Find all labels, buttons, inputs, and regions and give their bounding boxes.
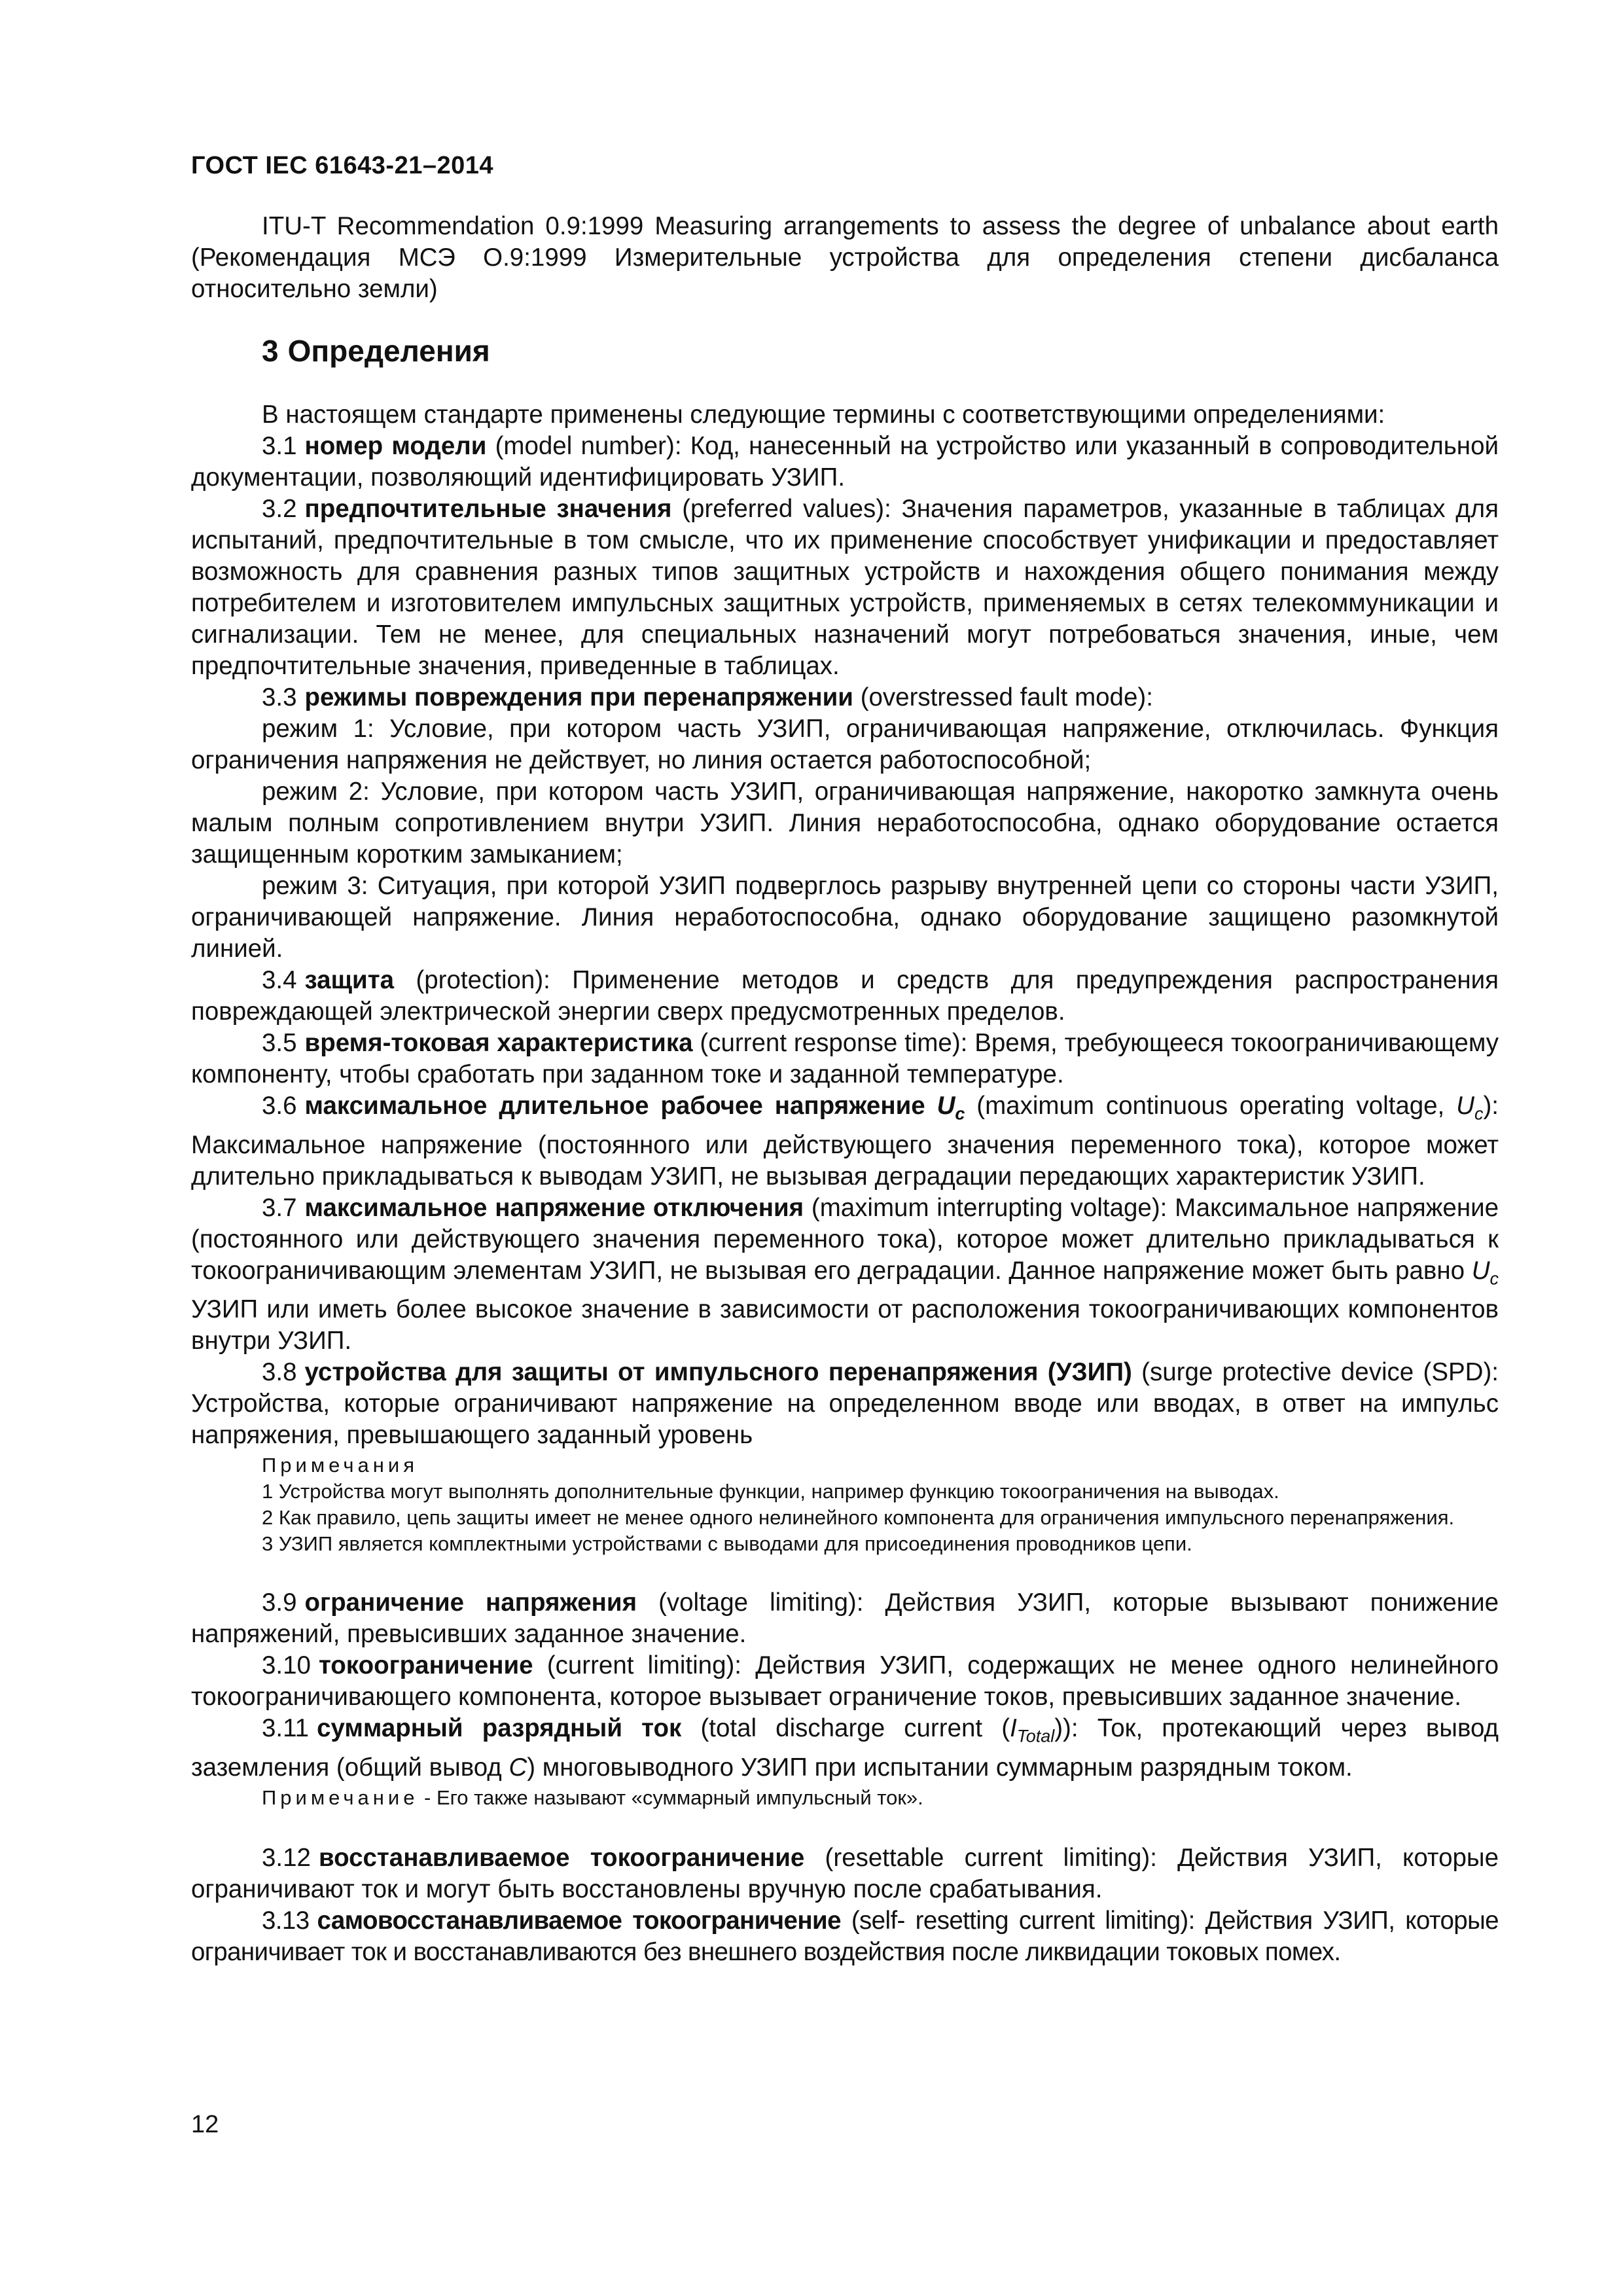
fault-mode-2: режим 2: Условие, при котором часть УЗИП, ограничивающая напряжение, накоротко замкнута очень малым полным сопротивлением внутри УЗИП. Линия неработоспособна, однако оборудование остается защищенным коротким замыканием;	[191, 778, 1499, 869]
definition-3-1: 3.1 номер модели (model number): Код, нанесенный на устройство или указанный в сопроводительной документации, позволяющий идентифицировать УЗИП.	[191, 432, 1499, 492]
page-content	[191, 211, 1499, 1968]
fault-mode-3: режим 3: Ситуация, при которой УЗИП подверглось разрыву внутренней цепи со стороны части УЗИП, ограничивающей напряжение. Линия неработоспособна, однако оборудование защищено разомкнутой линией.	[191, 872, 1499, 963]
notes-heading: Примечания	[262, 1454, 418, 1477]
term: токоограничение	[318, 1651, 533, 1680]
document-header: ГОСТ IEC 61643-21–2014	[191, 152, 494, 179]
term: устройства для защиты от импульсного перенапряжения (УЗИП)	[304, 1358, 1132, 1387]
term: максимальное длительное рабочее напряжение	[304, 1092, 925, 1120]
note-3-11: Примечание - Его также называют «суммарный импульсный ток».	[262, 1786, 923, 1810]
definition-3-8: 3.8 устройства для защиты от импульсного перенапряжения (УЗИП) (surge protective device (SPD): Устройства, которые ограничивают напряжение на определенном вводе или вводах, в ответ на импульс напряжения, превышающего заданный уровень	[191, 1358, 1499, 1450]
section-heading	[262, 331, 1499, 370]
notes-block	[191, 1452, 1499, 1557]
term: восстанавливаемое токоограничение	[318, 1844, 805, 1873]
definition-3-6: 3.6 максимальное длительное рабочее напряжение $U_c$ (maximum continuous operating voltage, $U_c$): Максимальное напряжение (постоянного или действующего значения переменного тока), которое может длительно прикладываться к выводам УЗИП, не вызывая деградации передающих характеристик УЗИП.	[191, 1092, 1499, 1191]
term: режимы повреждения при перенапряжении	[304, 683, 853, 711]
section-intro: В настоящем стандарте применены следующие термины с соответствующими определениями:	[262, 401, 1385, 429]
term: номер модели	[304, 432, 487, 460]
definition-3-12: 3.12 восстанавливаемое токоограничение (resettable current limiting): Действия УЗИП, которые ограничивают ток и могут быть восстановлены вручную после срабатывания.	[191, 1844, 1499, 1904]
definition-3-13: 3.13 самовосстанавливаемое токоограничение (self- resetting current limiting): Действия УЗИП, которые ограничивает ток и восстанавливаются без внешнего воздействия после ликвидации токовых помех.	[191, 1907, 1499, 1967]
note-item: 1 Устройства могут выполнять дополнительные функции, например функцию токоограничения на выводах.	[262, 1480, 1279, 1503]
term: предпочтительные значения	[304, 495, 672, 523]
term: защита	[304, 966, 394, 994]
definition-3-3: 3.3 режимы повреждения при перенапряжении (overstressed fault mode):	[262, 683, 1153, 711]
note-item: 3 УЗИП является комплектными устройствами с выводами для присоединения проводников цепи.	[262, 1532, 1192, 1556]
definition-3-9: 3.9 ограничение напряжения (voltage limiting): Действия УЗИП, которые вызывают понижение напряжений, превысивших заданное значение.	[191, 1588, 1499, 1649]
term: самовосстанавливаемое токоограничение	[317, 1907, 841, 1935]
note-item: 2 Как правило, цепь защиты имеет не менее одного нелинейного компонента для ограничения импульсного перенапряжения.	[262, 1506, 1455, 1530]
section-title: Определения	[287, 334, 490, 368]
term: максимальное напряжение отключения	[304, 1193, 804, 1222]
definition-3-2: 3.2 предпочтительные значения (preferred values): Значения параметров, указанные в таблицах для испытаний, предпочтительные в том смысле, что их применение способствует унификации и предоставляет возможность для сравнения разных типов защитных устройств и нахождения общего понимания между потребителем и изготовителем импульсных защитных устройств, применяемых в сетях телекоммуникации и сигнализации. Тем не менее, для специальных назначений могут потребоваться значения, иные, чем предпочтительные значения, приведенные в таблицах.	[191, 495, 1499, 680]
term: ограничение напряжения	[304, 1588, 637, 1617]
definition-3-11: 3.11 суммарный разрядный ток (total discharge current $(I_{Total})$): Ток, протекающий через вывод заземления (общий вывод C) многовыводного УЗИП при испытании суммарным разрядным током.	[191, 1714, 1499, 1782]
definition-3-7: 3.7 максимальное напряжение отключения (maximum interrupting voltage): Максимальное напряжение (постоянного или действующего значения переменного тока), которое может длительно прикладываться к токоограничивающим элементам УЗИП, не вызывая его деградации. Данное напряжение может быть равно $U_c$ УЗИП или иметь более высокое значение в зависимости от расположения токоограничивающих компонентов внутри УЗИП.	[191, 1193, 1499, 1355]
term: время-токовая характеристика	[304, 1029, 693, 1057]
reference-entry: ITU-T Recommendation 0.9:1999 Measuring arrangements to assess the degree of unbalance about earth (Рекомендация МСЭ О.9:1999 Измерительные устройства для определения степени дисбаланса относительно земли)	[191, 212, 1499, 303]
definition-3-4: 3.4 защита (protection): Применение методов и средств для предупреждения распространения повреждающей электрической энергии сверх предусмотренных пределов.	[191, 966, 1499, 1026]
page-number: 12	[191, 2111, 219, 2138]
term: суммарный разрядный ток	[317, 1714, 682, 1743]
definition-3-5: 3.5 время-токовая характеристика (current response time): Время, требующееся токоограничивающему компоненту, чтобы сработать при заданном токе и заданной температуре.	[191, 1029, 1499, 1088]
section-number: 3	[262, 334, 279, 368]
definition-3-10: 3.10 токоограничение (current limiting): Действия УЗИП, содержащих не менее одного нелинейного токоограничивающего компонента, которое вызывает ограничение токов, превысивших заданное значение.	[191, 1651, 1499, 1712]
fault-mode-1: режим 1: Условие, при котором часть УЗИП, ограничивающая напряжение, отключилась. Функция ограничения напряжения не действует, но линия остается работоспособной;	[191, 715, 1499, 774]
